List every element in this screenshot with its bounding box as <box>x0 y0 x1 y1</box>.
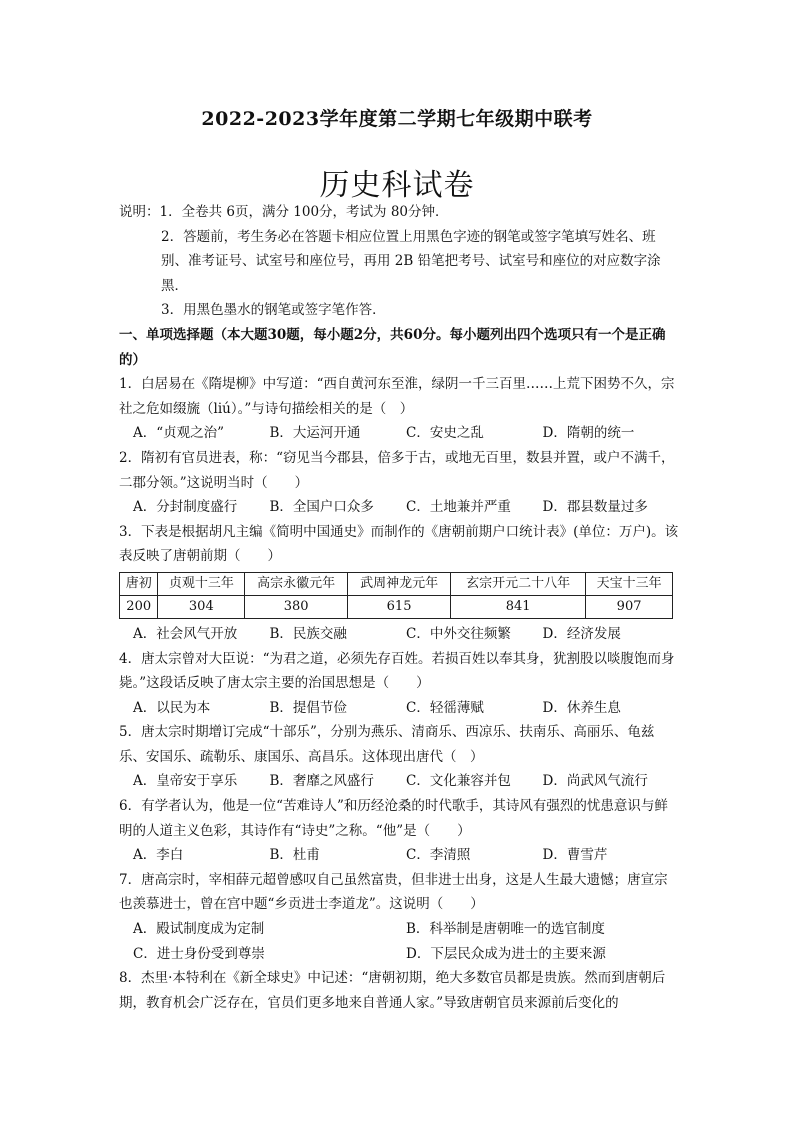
table-cell: 200 <box>120 595 158 618</box>
option-d: D．隋朝的统一 <box>542 425 635 442</box>
option-b: B．民族交融 <box>269 625 347 642</box>
question-stem: 8．杰里·本特利在《新全球史》中记述：“唐朝初期，绝大多数官员都是贵族。然而到唐朝后期，教育机会广泛存在，官员们更多地来自普通人家。”导致唐朝官员来源前后变化的 <box>119 970 666 1011</box>
question-stem: 7．唐高宗时，宰相薛元超曾感叹自己虽然富贵，但非进士出身，这是人生最大遗憾；唐宣宗也羡慕进士，曾在宫中题“乡贡进士李道龙”。这说明（ ） <box>119 871 668 913</box>
table-header-cell: 高宗永徽元年 <box>245 572 348 595</box>
section-heading: 一、单项选择题（本大题30题，每小题2分，共60分。每小题列出四个选项只有一个是正确的） <box>119 326 666 368</box>
question-options <box>119 421 679 446</box>
option-a: A．皇帝安于享乐 <box>133 773 238 790</box>
exam-title: 2022-2023学年度第二学期七年级期中联考 <box>201 108 593 130</box>
question-options <box>119 495 679 520</box>
option-b: B．奢靡之风盛行 <box>269 773 374 790</box>
option-c: C．土地兼并严重 <box>406 499 511 516</box>
question-stem: 5．唐太宗时期增订完成“十部乐”，分别为燕乐、清商乐、西凉乐、扶南乐、高丽乐、龟兹乐、安国乐、疏勒乐、康国乐、高昌乐。这体现出唐代（ ） <box>119 724 655 765</box>
table-header-cell: 唐初 <box>120 572 158 595</box>
question-stem: 6．有学者认为，他是一位“苦难诗人”和历经沧桑的时代歌手，其诗风有强烈的忧患意识与鲜明的人道主义色彩，其诗作有“诗史”之称。“他”是（ ） <box>119 798 668 839</box>
option-a: A．李白 <box>133 847 184 864</box>
option-c: C．李清照 <box>406 847 471 864</box>
question-stem: 1．白居易在《隋堤柳》中写道：“西自黄河东至淮，绿阴一千三百里……上荒下困势不久，宗社之危如缀旒（liú）。”与诗句描绘相关的是（ ） <box>119 376 675 417</box>
question-options <box>119 769 679 794</box>
question-options <box>119 843 679 868</box>
option-d: D．下层民众成为进士的主要来源 <box>406 945 606 962</box>
instruction-line-2: 2．答题前，考生务必在答题卡相应位置上用黑色字迹的钢笔或签字笔填写姓名、班别、准考证号、试室号和座位号，再用 2B 铅笔把考号、试室号和座位的对应数字涂黑． <box>161 228 661 294</box>
table-header-cell: 天宝十三年 <box>586 572 673 595</box>
table-cell: 380 <box>245 595 348 618</box>
table-header-cell: 贞观十三年 <box>158 572 245 595</box>
option-b: B．科举制是唐朝唯一的选官制度 <box>406 921 605 938</box>
table-cell: 907 <box>586 595 673 618</box>
option-c: C．文化兼容并包 <box>406 773 511 790</box>
option-b: B．全国户口众多 <box>269 499 374 516</box>
question-options <box>119 696 679 721</box>
question-stem: 4．唐太宗曾对大臣说：“为君之道，必须先存百姓。若损百姓以奉其身，犹割股以啖腹饱而身毙。”这段话反映了唐太宗主要的治国思想是（ ） <box>119 650 675 692</box>
option-b: B．提倡节俭 <box>269 699 347 716</box>
option-d: D．休养生息 <box>542 699 621 716</box>
option-a: A．分封制度盛行 <box>133 499 238 516</box>
option-a: A．社会风气开放 <box>133 625 238 642</box>
table-header-cell: 玄宗开元二十八年 <box>451 572 586 595</box>
option-a: A．以民为本 <box>133 699 211 716</box>
option-d: D．经济发展 <box>542 625 621 642</box>
question-stem: 3．下表是根据胡凡主编《简明中国通史》而制作的《唐朝前期户口统计表》(单位：万户)。该表反映了唐朝前期（ ） <box>119 523 679 565</box>
option-a: A．殿试制度成为定制 <box>133 921 265 938</box>
table-header-cell: 武周神龙元年 <box>348 572 451 595</box>
exam-content <box>119 200 679 1015</box>
option-d: D．曹雪芹 <box>542 847 608 864</box>
option-c: C．进士身份受到尊崇 <box>133 945 265 962</box>
question-options <box>119 917 679 966</box>
table-header-row <box>120 572 673 595</box>
option-c: C．轻徭薄赋 <box>406 699 484 716</box>
table-cell: 615 <box>348 595 451 618</box>
household-table <box>119 572 673 619</box>
table-cell: 841 <box>451 595 586 618</box>
option-b: B．杜甫 <box>269 847 320 864</box>
instruction-line-3: 3．用黑色墨水的钢笔或签字笔作答． <box>161 302 386 319</box>
instruction-line-1: 说明：1．全卷共 6页，满分 100分，考试为 80分钟． <box>119 204 449 220</box>
subject-title: 历史科试卷 <box>319 168 475 203</box>
option-a: A．“贞观之治” <box>133 425 225 442</box>
option-c: C．安史之乱 <box>406 425 484 442</box>
option-d: D．郡县数量过多 <box>542 499 648 516</box>
question-options <box>119 622 679 647</box>
table-cell: 304 <box>158 595 245 618</box>
option-b: B．大运河开通 <box>269 425 361 442</box>
table-row <box>120 595 673 618</box>
question-stem: 2．隋初有官员进表，称：“窃见当今郡县，倍多于古，或地无百里，数县并置，或户不满千，二郡分领。”这说明当时（ ） <box>119 449 675 491</box>
option-d: D．尚武风气流行 <box>542 773 648 790</box>
option-c: C．中外交往频繁 <box>406 625 511 642</box>
